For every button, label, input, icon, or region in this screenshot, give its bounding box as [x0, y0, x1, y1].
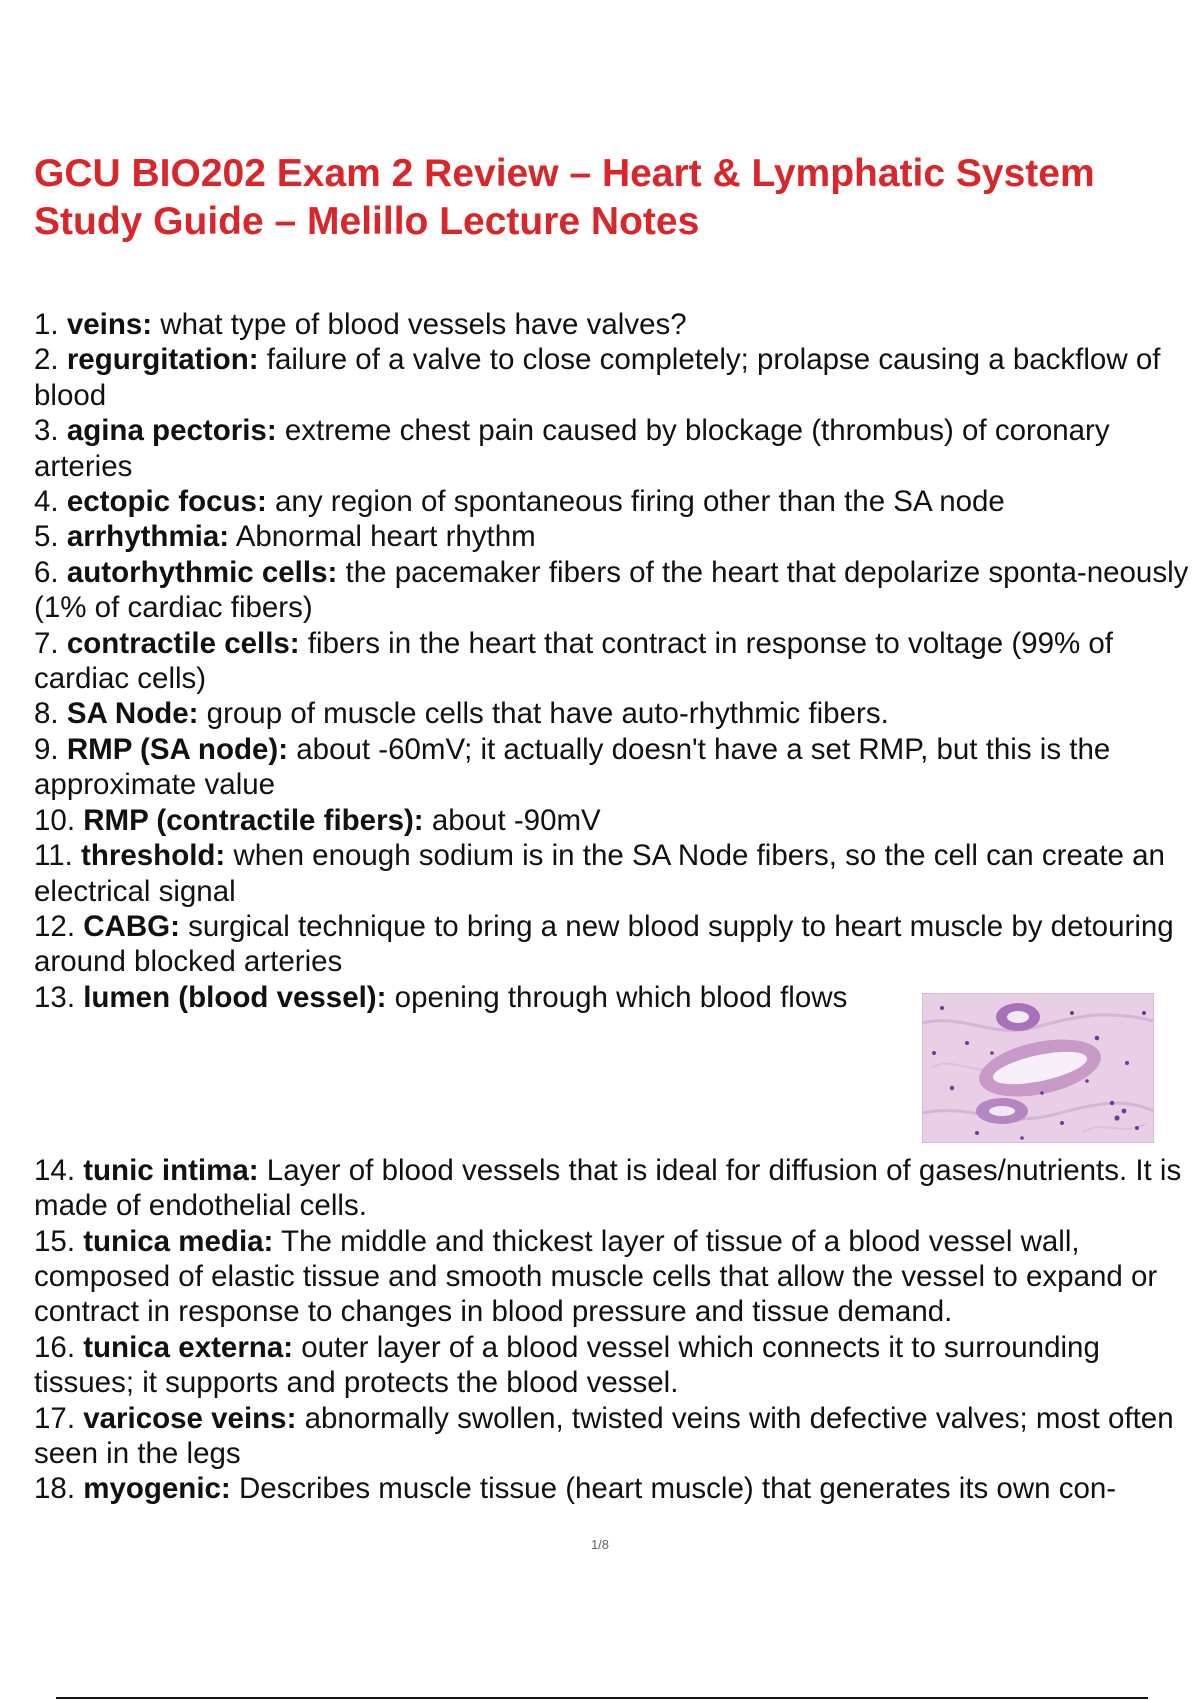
term-number: 9. — [34, 732, 59, 766]
term-number: 2. — [34, 343, 59, 377]
term-name: regurgitation: — [66, 343, 259, 377]
term-item-3 — [34, 413, 1200, 484]
term-number: 15. — [34, 1224, 76, 1258]
term-definition: abnormally swollen, twisted veins with defective valves; most often seen in the legs — [34, 1401, 1174, 1470]
term-name: SA Node: — [66, 697, 199, 731]
term-name: threshold: — [81, 839, 226, 873]
term-list — [34, 307, 1200, 1507]
term-name: lumen (blood vessel): — [83, 980, 387, 1014]
term-number: 11. — [34, 839, 73, 873]
term-number: 14. — [34, 1153, 76, 1187]
term-item-10 — [34, 803, 1200, 838]
term-item-5 — [34, 519, 1200, 554]
term-definition: Abnormal heart rhythm — [235, 520, 536, 554]
term-name: autorhythmic cells: — [66, 555, 338, 589]
term-definition: Layer of blood vessels that is ideal for diffusion of gases/nutrients. It is made of endothelial cells. — [34, 1153, 1182, 1223]
term-item-1 — [34, 307, 1200, 342]
term-definition: about -90mV — [431, 803, 601, 837]
term-item-12 — [34, 909, 1200, 980]
term-definition: group of muscle cells that have auto-rhythmic fibers. — [206, 697, 889, 731]
term-name: agina pectoris: — [66, 414, 277, 448]
term-item-11 — [34, 838, 1200, 909]
term-name: contractile cells: — [66, 626, 300, 660]
term-definition: outer layer of a blood vessel which connects it to surrounding tissues; it supports and protects the blood vessel. — [34, 1330, 1100, 1400]
term-definition: when enough sodium is in the SA Node fibers, so the cell can create an electrical signal — [34, 839, 1165, 908]
term-definition: surgical technique to bring a new blood supply to heart muscle by detouring around blocked arteries — [34, 909, 1174, 979]
term-number: 7. — [34, 626, 59, 660]
term-item-15 — [34, 1224, 1200, 1330]
bottom-divider — [56, 1697, 1148, 1699]
term-number: 6. — [34, 555, 59, 589]
term-number: 12. — [34, 909, 76, 943]
page-title: GCU BIO202 Exam 2 Review – Heart & Lymphatic System Study Guide – Melillo Lecture Notes — [34, 152, 1095, 243]
term-item-6 — [34, 555, 1200, 626]
term-number: 3. — [34, 414, 59, 448]
term-item-7 — [34, 626, 1200, 697]
term-number: 1. — [34, 308, 59, 341]
term-name: varicose veins: — [83, 1401, 297, 1435]
term-item-9 — [34, 732, 1200, 803]
term-number: 4. — [34, 485, 59, 519]
term-number: 16. — [34, 1330, 76, 1364]
term-definition: about -60mV; it actually doesn't have a set RMP, but this is the approximate value — [34, 732, 1111, 802]
term-definition: The middle and thickest layer of tissue of a blood vessel wall, composed of elastic tissue and smooth muscle cells that allow the vessel to expand or contract in response to changes in blood pressure and tissue demand. — [34, 1224, 1158, 1329]
term-number: 18. — [34, 1472, 76, 1506]
term-definition: failure of a valve to close completely; prolapse causing a backflow of blood — [34, 343, 1161, 412]
term-name: arrhythmia: — [66, 520, 230, 554]
term-name: myogenic: — [83, 1472, 231, 1506]
term-definition: the pacemaker fibers of the heart that depolarize sponta-neously (1% of cardiac fibers) — [34, 555, 1189, 625]
term-item-14 — [34, 1153, 1200, 1224]
term-number: 8. — [34, 697, 59, 731]
term-name: RMP (contractile fibers): — [83, 803, 424, 837]
term-name: tunica media: — [83, 1224, 274, 1258]
term-item-16 — [34, 1330, 1200, 1401]
term-item-8 — [34, 696, 1200, 731]
term-definition: fibers in the heart that contract in response to voltage (99% of cardiac cells) — [34, 626, 1114, 696]
term-definition: Describes muscle tissue (heart muscle) that generates its own con- — [238, 1472, 1117, 1506]
blood-vessel-histology-icon — [922, 993, 1154, 1143]
term-item-2 — [34, 342, 1200, 413]
term-number: 13. — [34, 980, 76, 1014]
term-item-18 — [34, 1471, 1200, 1506]
term-number: 5. — [34, 520, 59, 554]
term-number: 17. — [34, 1401, 76, 1435]
term-item-17 — [34, 1401, 1200, 1472]
term-number: 10. — [34, 803, 76, 837]
term-item-13 — [34, 980, 914, 1153]
term-name: tunica externa: — [83, 1330, 294, 1364]
term-name: veins: — [66, 308, 153, 341]
term-definition: any region of spontaneous firing other than the SA node — [275, 485, 1005, 519]
term-name: ectopic focus: — [66, 485, 267, 519]
term-item-4 — [34, 484, 1200, 519]
term-definition: what type of blood vessels have valves? — [160, 308, 687, 341]
term-name: CABG: — [83, 909, 180, 943]
term-name: RMP (SA node): — [66, 732, 289, 766]
page-number: 1/8 — [590, 1537, 610, 1552]
term-definition: extreme chest pain caused by blockage (thrombus) of coronary arteries — [34, 414, 1110, 483]
term-definition: opening through which blood flows — [394, 980, 848, 1014]
term-name: tunic intima: — [83, 1153, 259, 1187]
